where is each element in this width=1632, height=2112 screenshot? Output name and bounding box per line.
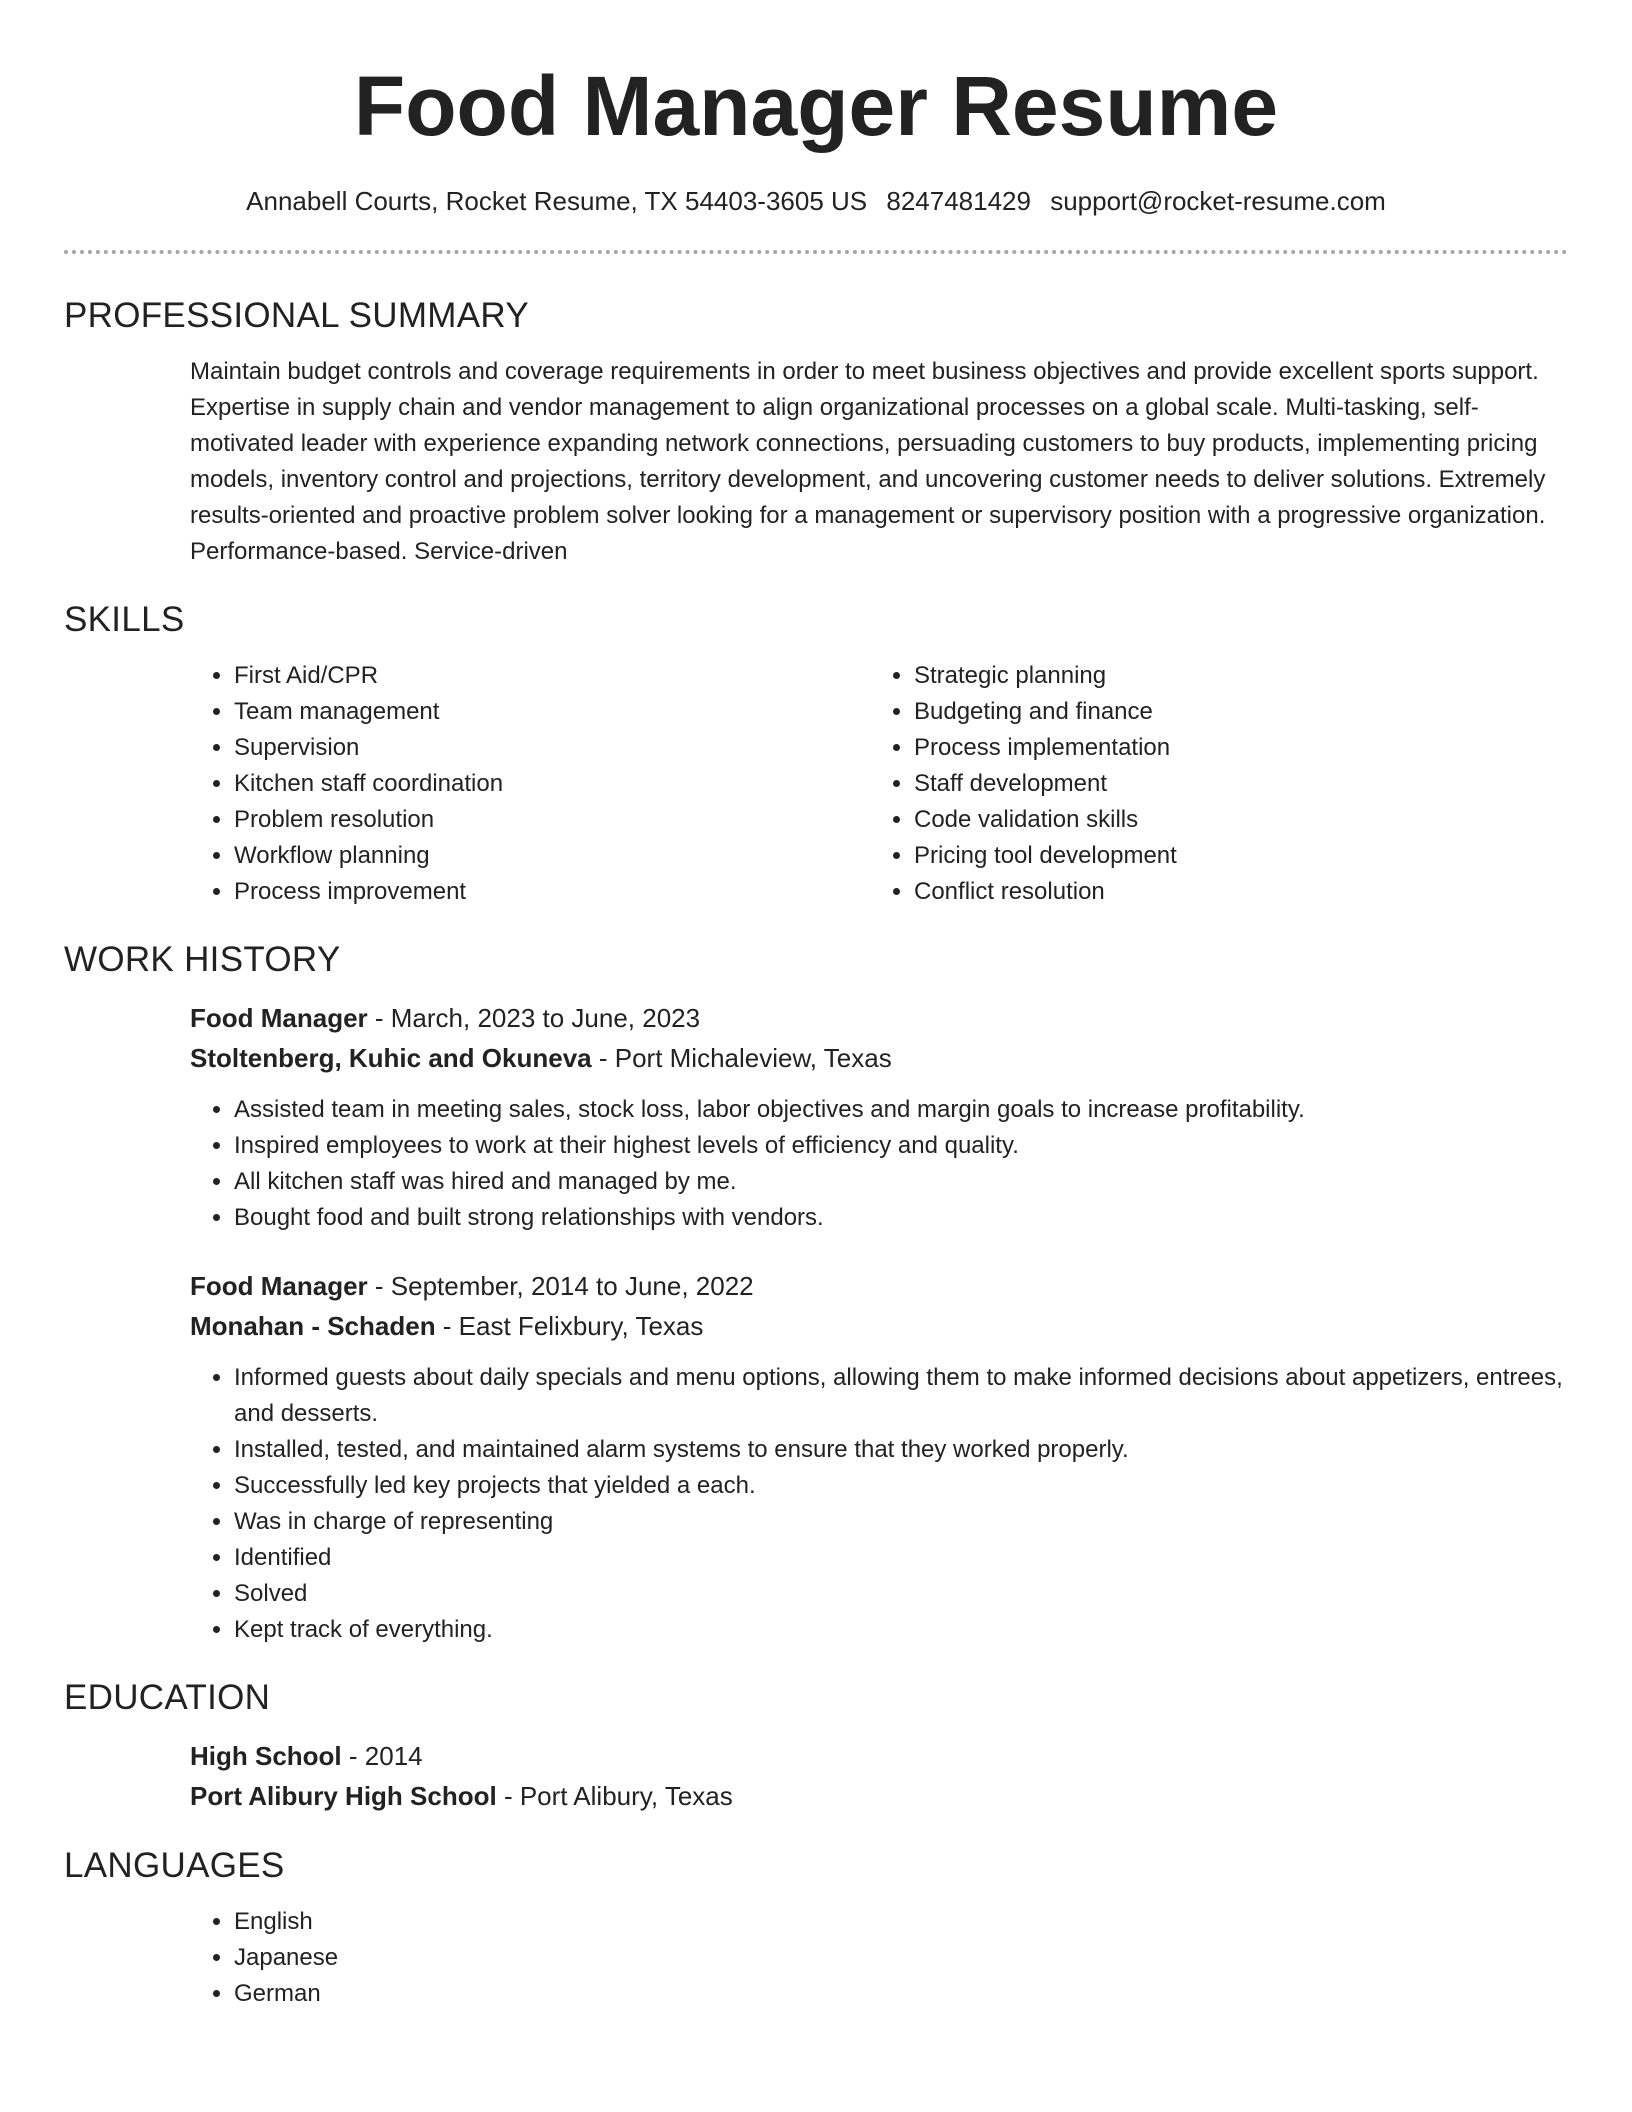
skills-list-right (870, 658, 1550, 910)
work-history-section (64, 938, 1568, 1648)
skills-column-right (870, 658, 1550, 910)
resume-title: Food Manager Resume (353, 59, 1279, 153)
education-heading: EDUCATION (64, 1678, 271, 1717)
language-item: • English (234, 1904, 1568, 1940)
contact-line (64, 184, 1568, 218)
summary-body (64, 354, 1568, 570)
job-duty-item: • Installed, tested, and maintained alarm systems to ensure that they worked properly. (234, 1432, 1568, 1468)
skill-item: • Process implementation (914, 730, 1550, 766)
skill-item: • Budgeting and finance (914, 694, 1550, 730)
skill-item: • Team management (234, 694, 870, 730)
summary-heading: PROFESSIONAL SUMMARY (64, 296, 529, 335)
job-duty-item: • Assisted team in meeting sales, stock loss, labor objectives and margin goals to increase profitability. (234, 1092, 1568, 1128)
skill-item: • Strategic planning (914, 658, 1550, 694)
job-duty-item: • Solved (234, 1576, 1568, 1612)
education-degree: High School (190, 1741, 342, 1771)
contact-address: Annabell Courts, Rocket Resume, TX 54403-3605 US (246, 186, 868, 216)
job-duty-item: • Identified (234, 1540, 1568, 1576)
job-company-line (190, 1038, 1568, 1078)
skill-item: • Pricing tool development (914, 838, 1550, 874)
job-role: Food Manager (190, 1003, 368, 1033)
skill-item: • Supervision (234, 730, 870, 766)
job-duty-item: • All kitchen staff was hired and managed by me. (234, 1164, 1568, 1200)
skill-item: • First Aid/CPR (234, 658, 870, 694)
education-section (64, 1676, 1568, 1816)
languages-section (64, 1844, 1568, 2012)
education-year: - 2014 (341, 1741, 423, 1771)
summary-section (64, 294, 1568, 570)
skills-list-left (190, 658, 870, 910)
education-degree-line (190, 1736, 1568, 1776)
job-dates: - September, 2014 to June, 2022 (367, 1271, 754, 1301)
header-divider (64, 250, 1568, 254)
summary-text: Maintain budget controls and coverage requirements in order to meet business objectives and provide excellent sports support. Expertise in supply chain and vendor management to align organizational processes on a global scale. Multi-tasking, self-motivated leader with experience expanding network connections, persuading customers to buy products, implementing pricing models, inventory control and projections, territory development, and uncovering customer needs to deliver solutions. Extremely results-oriented and proactive problem solver looking for a management or supervisory position with a progressive organization. Performance-based. Service-driven (190, 358, 1546, 565)
skill-item: • Process improvement (234, 874, 870, 910)
languages-heading: LANGUAGES (64, 1846, 285, 1885)
work-history-body (64, 998, 1568, 1648)
skills-section (64, 598, 1568, 910)
skill-item: • Kitchen staff coordination (234, 766, 870, 802)
job-duty-item: • Was in charge of representing (234, 1504, 1568, 1540)
contact-phone: 8247481429 (886, 186, 1031, 216)
language-item: • German (234, 1976, 1568, 2012)
skill-item: • Staff development (914, 766, 1550, 802)
job-title-line (190, 998, 1568, 1038)
job-company: Monahan - Schaden (190, 1311, 436, 1341)
job-title-line (190, 1266, 1568, 1306)
work-history-heading: WORK HISTORY (64, 940, 341, 979)
job-duties-list (190, 1092, 1568, 1236)
job-dates: - March, 2023 to June, 2023 (367, 1003, 701, 1033)
job-entry (190, 998, 1568, 1236)
language-item: • Japanese (234, 1940, 1568, 1976)
skills-heading: SKILLS (64, 600, 185, 639)
job-company: Stoltenberg, Kuhic and Okuneva (190, 1043, 592, 1073)
job-duty-item: • Kept track of everything. (234, 1612, 1568, 1648)
education-school-line (190, 1776, 1568, 1816)
job-location: - East Felixbury, Texas (435, 1311, 704, 1341)
languages-body (64, 1904, 1568, 2012)
job-company-line (190, 1306, 1568, 1346)
job-duty-item: • Successfully led key projects that yielded a each. (234, 1468, 1568, 1504)
job-location: - Port Michaleview, Texas (591, 1043, 892, 1073)
resume-header (64, 0, 1568, 218)
skill-item: • Workflow planning (234, 838, 870, 874)
education-school: Port Alibury High School (190, 1781, 497, 1811)
job-duty-item: • Informed guests about daily specials and menu options, allowing them to make informed decisions about appetizers, entrees, and desserts. (234, 1360, 1568, 1432)
education-body (64, 1736, 1568, 1816)
job-duty-item: • Bought food and built strong relationships with vendors. (234, 1200, 1568, 1236)
skills-column-left (190, 658, 870, 910)
education-location: - Port Alibury, Texas (496, 1781, 733, 1811)
skill-item: • Code validation skills (914, 802, 1550, 838)
contact-email: support@rocket-resume.com (1050, 186, 1386, 216)
job-role: Food Manager (190, 1271, 368, 1301)
job-entry (190, 1266, 1568, 1648)
job-duty-item: • Inspired employees to work at their highest levels of efficiency and quality. (234, 1128, 1568, 1164)
languages-list (190, 1904, 1568, 2012)
skills-grid (64, 658, 1568, 910)
job-duties-list (190, 1360, 1568, 1648)
skill-item: • Conflict resolution (914, 874, 1550, 910)
skill-item: • Problem resolution (234, 802, 870, 838)
